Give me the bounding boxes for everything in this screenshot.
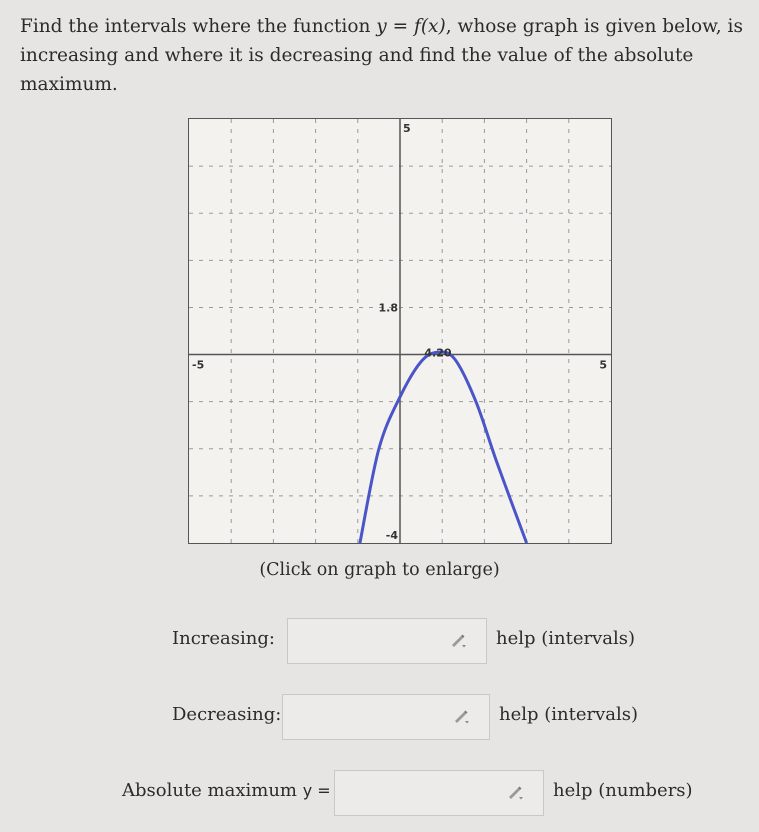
y-mark-label: 1.8	[378, 301, 398, 315]
x-max-label: 5	[599, 358, 607, 372]
enlarge-caption[interactable]: (Click on graph to enlarge)	[259, 560, 500, 580]
maximum-label: Absolute maximum y =	[122, 780, 331, 801]
question-line-1: Find the intervals where the function y = f(x), whose graph is given below, is	[20, 16, 743, 37]
pencil-icon[interactable]	[453, 709, 471, 725]
increasing-input[interactable]	[287, 618, 487, 664]
maximum-help-link[interactable]: help (numbers)	[553, 780, 693, 801]
question-line-2: increasing and where it is decreasing and find the value of the absolute maximum.	[20, 45, 694, 95]
decreasing-row	[0, 694, 759, 742]
function-notation: y = f(x)	[376, 16, 446, 37]
increasing-label: Increasing:	[172, 628, 275, 649]
decreasing-help-link[interactable]: help (intervals)	[499, 704, 639, 725]
increasing-help-link[interactable]: help (intervals)	[496, 628, 636, 649]
maximum-row	[0, 770, 759, 818]
y-min-label: -4	[385, 529, 398, 542]
function-graph[interactable]	[188, 118, 612, 544]
graph-canvas[interactable]	[189, 119, 611, 543]
vertex-label: 4.20	[424, 346, 452, 360]
pencil-icon[interactable]	[450, 633, 468, 649]
increasing-row	[0, 618, 759, 666]
pencil-icon[interactable]	[507, 785, 525, 801]
x-min-label: -5	[192, 358, 205, 372]
decreasing-input[interactable]	[282, 694, 490, 740]
y-max-label: 5	[403, 122, 411, 135]
decreasing-label: Decreasing:	[172, 704, 282, 725]
function-curve	[360, 352, 527, 543]
maximum-eq: y =	[302, 781, 331, 800]
question-text	[20, 12, 750, 99]
maximum-input[interactable]	[334, 770, 544, 816]
